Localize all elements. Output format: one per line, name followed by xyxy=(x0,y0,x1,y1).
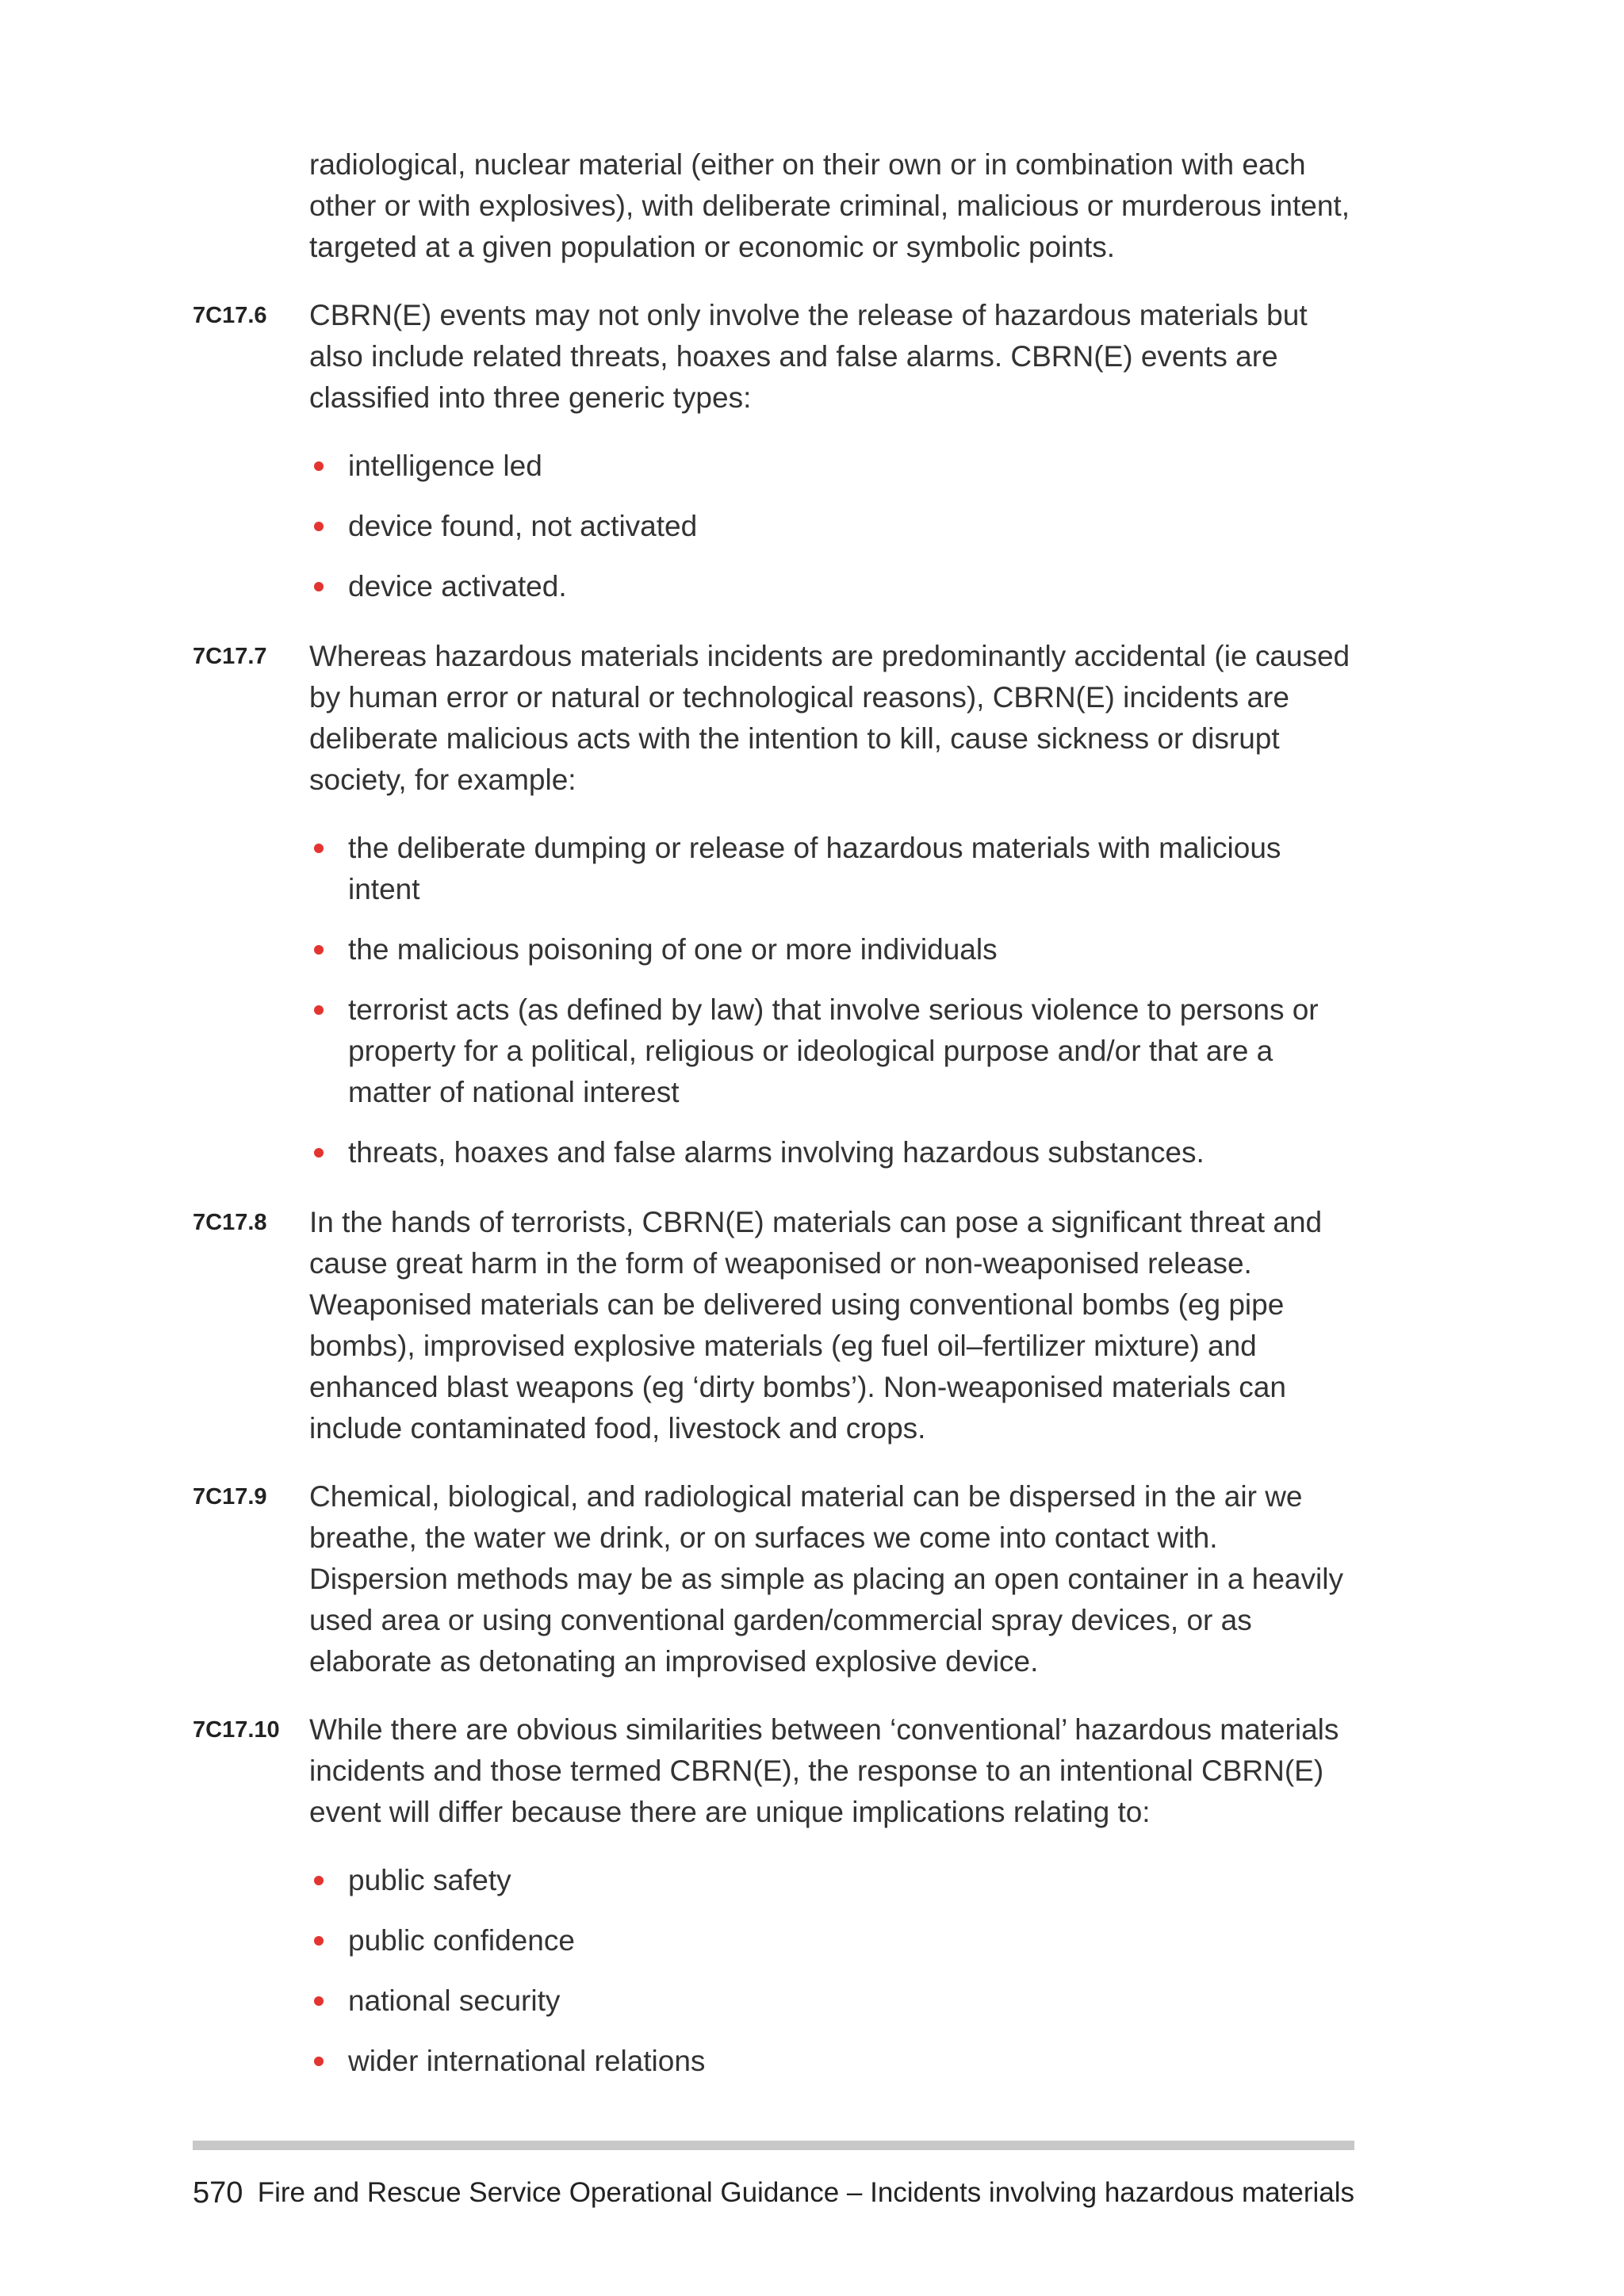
list-item: terrorist acts (as defined by law) that involve serious violence to persons or property for a political, religious or ideological purpose and/or that are a matter of national interest xyxy=(348,989,1358,1113)
section-text: In the hands of terrorists, CBRN(E) materials can pose a significant threat and cause great harm in the form of weaponised or non-weaponised release. Weaponised materials can be delivered using conventional bombs (eg pipe bombs), improvised explosive materials (eg fuel oil–fertilizer mixture) and enhanced blast weapons (eg ‘dirty bombs’). Non-weaponised materials can include contaminated food, livestock and crops. xyxy=(309,1206,1323,1445)
section-text: Chemical, biological, and radiological material can be dispersed in the air we breathe, the water we drink, or on surfaces we come into contact with. Dispersion methods may be as simple as placing an open container in a heavily used area or using conventional garden/commercial spray devices, or as elaborate as detonating an improvised explosive device. xyxy=(309,1480,1343,1678)
list-item: intelligence led xyxy=(348,446,1358,487)
section-text: CBRN(E) events may not only involve the release of hazardous materials but also include related threats, hoaxes and false alarms. CBRN(E) events are classified into three generic types: xyxy=(309,299,1308,414)
intro-paragraph xyxy=(193,144,1358,268)
list-item: device found, not activated xyxy=(348,506,1358,547)
section-text: While there are obvious similarities between ‘conventional’ hazardous materials incidents and those termed CBRN(E), the response to an intentional CBRN(E) event will differ because there are unique implications relating to: xyxy=(309,1713,1339,1828)
footer-divider xyxy=(193,2141,1354,2150)
list-item: public confidence xyxy=(348,1920,1358,1961)
list-item: public safety xyxy=(348,1860,1358,1901)
bullet-list xyxy=(193,446,1358,607)
page-content xyxy=(193,144,1358,2110)
list-item: the deliberate dumping or release of hazardous materials with malicious intent xyxy=(348,828,1358,910)
bullet-icon xyxy=(314,2057,324,2066)
bullet-list xyxy=(193,1860,1358,2082)
bullet-icon xyxy=(314,1876,324,1885)
list-item: threats, hoaxes and false alarms involving hazardous substances. xyxy=(348,1132,1358,1173)
section-7c17-6 xyxy=(193,295,1358,419)
section-number: 7C17.8 xyxy=(193,1210,267,1235)
list-item: the malicious poisoning of one or more individuals xyxy=(348,929,1358,970)
section-7c17-8 xyxy=(193,1202,1358,1449)
list-item: wider international relations xyxy=(348,2041,1358,2082)
bullet-icon xyxy=(314,1148,324,1158)
bullet-icon xyxy=(314,1936,324,1946)
section-number: 7C17.7 xyxy=(193,644,267,669)
bullet-icon xyxy=(314,522,324,531)
bullet-icon xyxy=(314,1996,324,2006)
section-7c17-10 xyxy=(193,1709,1358,1833)
bullet-icon xyxy=(314,582,324,591)
bullet-list xyxy=(193,828,1358,1173)
bullet-icon xyxy=(314,945,324,955)
bullet-icon xyxy=(314,461,324,471)
list-item: national security xyxy=(348,1980,1358,2022)
footer-title: Fire and Rescue Service Operational Guidance – Incidents involving hazardous materials xyxy=(257,2177,1354,2208)
bullet-icon xyxy=(314,844,324,853)
section-number: 7C17.6 xyxy=(193,303,267,328)
intro-text: radiological, nuclear material (either on their own or in combination with each other or with explosives), with deliberate criminal, malicious or murderous intent, targeted at a given population or economic or symbolic points. xyxy=(309,148,1350,263)
bullet-icon xyxy=(314,1005,324,1015)
page-footer xyxy=(193,2172,1354,2220)
section-number: 7C17.9 xyxy=(193,1484,267,1510)
list-item: device activated. xyxy=(348,566,1358,607)
section-7c17-7 xyxy=(193,636,1358,801)
section-text: Whereas hazardous materials incidents are predominantly accidental (ie caused by human error or natural or technological reasons), CBRN(E) incidents are deliberate malicious acts with the intention to kill, cause sickness or disrupt society, for example: xyxy=(309,640,1350,796)
page-number: 570 xyxy=(193,2176,243,2210)
section-number: 7C17.10 xyxy=(193,1717,280,1743)
section-7c17-9 xyxy=(193,1476,1358,1682)
